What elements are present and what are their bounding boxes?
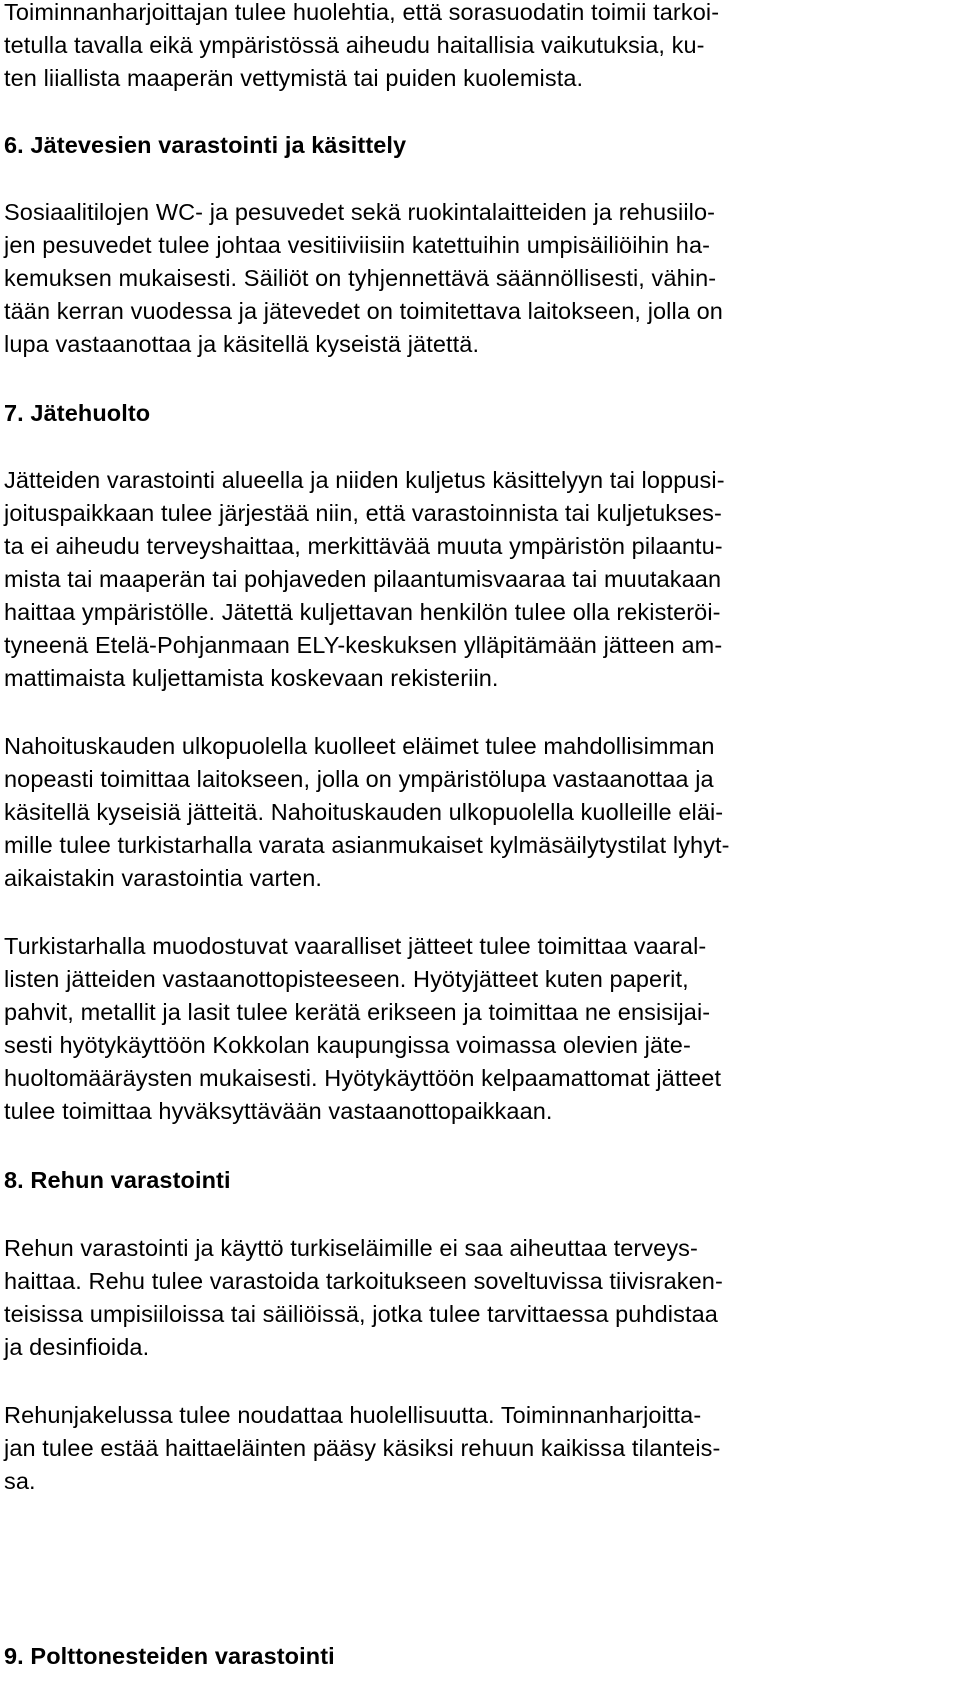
text-line: mille tulee turkistarhalla varata asianmukaiset kylmäsäilytystilat lyhyt- [4, 832, 730, 858]
text-line: teisissa umpisiiloissa tai säiliöissä, jotka tulee tarvittaessa puhdistaa [4, 1301, 718, 1327]
text-line: sa. [4, 1468, 36, 1494]
text-line: huoltomääräysten mukaisesti. Hyötykäyttöön kelpaamattomat jätteet [4, 1065, 722, 1091]
text-line: Turkistarhalla muodostuvat vaaralliset jätteet tulee toimittaa vaaral- [4, 933, 707, 959]
text-line: ten liiallista maaperän vettymistä tai puiden kuolemista. [4, 65, 584, 91]
text-line: tetulla tavalla eikä ympäristössä aiheudu haitallisia vaikutuksia, ku- [4, 32, 705, 58]
section-9-heading: 9. Polttonesteiden varastointi [4, 1643, 335, 1669]
text-line: kemuksen mukaisesti. Säiliöt on tyhjennettävä säännöllisesti, vähin- [4, 265, 717, 291]
text-line: joituspaikkaan tulee järjestää niin, että varastoinnista tai kuljetukses- [4, 500, 722, 526]
text-line: haittaa ympäristölle. Jätettä kuljettavan henkilön tulee olla rekisteröi- [4, 599, 721, 625]
text-line: Rehun varastointi ja käyttö turkiseläimille ei saa aiheuttaa terveys- [4, 1235, 698, 1261]
text-line: aikaistakin varastointia varten. [4, 865, 322, 891]
text-line: listen jätteiden vastaanottopisteeseen. Hyötyjätteet kuten paperit, [4, 966, 689, 992]
text-line: nopeasti toimittaa laitokseen, jolla on ympäristölupa vastaanottaa ja [4, 766, 714, 792]
text-line: Rehunjakelussa tulee noudattaa huolellisuutta. Toiminnanharjoitta- [4, 1402, 702, 1428]
text-line: Nahoituskauden ulkopuolella kuolleet eläimet tulee mahdollisimman [4, 733, 715, 759]
text-line: tään kerran vuodessa ja jätevedet on toimitettava laitokseen, jolla on [4, 298, 723, 324]
text-line: Toiminnanharjoittajan tulee huolehtia, että sorasuodatin toimii tarkoi- [4, 0, 720, 25]
text-line: Jätteiden varastointi alueella ja niiden kuljetus käsittelyyn tai loppusi- [4, 467, 725, 493]
text-line: käsitellä kyseisiä jätteitä. Nahoituskauden ulkopuolella kuolleille eläi- [4, 799, 724, 825]
text-line: ja desinfioida. [4, 1334, 150, 1360]
text-line: Sosiaalitilojen WC- ja pesuvedet sekä ruokintalaitteiden ja rehusiilo- [4, 199, 716, 225]
section-6-heading: 6. Jätevesien varastointi ja käsittely [4, 132, 407, 158]
text-line: jan tulee estää haittaeläinten pääsy käsiksi rehuun kaikissa tilanteis- [4, 1435, 721, 1461]
text-line: jen pesuvedet tulee johtaa vesitiiviisiin katettuihin umpisäiliöihin ha- [4, 232, 711, 258]
text-line: ta ei aiheudu terveyshaittaa, merkittävää muuta ympäristön pilaantu- [4, 533, 723, 559]
text-line: sesti hyötykäyttöön Kokkolan kaupungissa voimassa olevien jäte- [4, 1032, 691, 1058]
text-line: pahvit, metallit ja lasit tulee kerätä erikseen ja toimittaa ne ensisijai- [4, 999, 711, 1025]
text-line: lupa vastaanottaa ja käsitellä kyseistä jätettä. [4, 331, 480, 357]
section-7-heading: 7. Jätehuolto [4, 400, 151, 426]
text-line: mista tai maaperän tai pohjaveden pilaantumisvaaraa tai muutakaan [4, 566, 722, 592]
text-line: tyneenä Etelä-Pohjanmaan ELY-keskuksen ylläpitämään jätteen am- [4, 632, 723, 658]
text-line: tulee toimittaa hyväksyttävään vastaanottopaikkaan. [4, 1098, 553, 1124]
section-8-heading: 8. Rehun varastointi [4, 1167, 231, 1193]
text-line: haittaa. Rehu tulee varastoida tarkoitukseen soveltuvissa tiivisraken- [4, 1268, 723, 1294]
text-line: mattimaista kuljettamista koskevaan rekisteriin. [4, 665, 499, 691]
